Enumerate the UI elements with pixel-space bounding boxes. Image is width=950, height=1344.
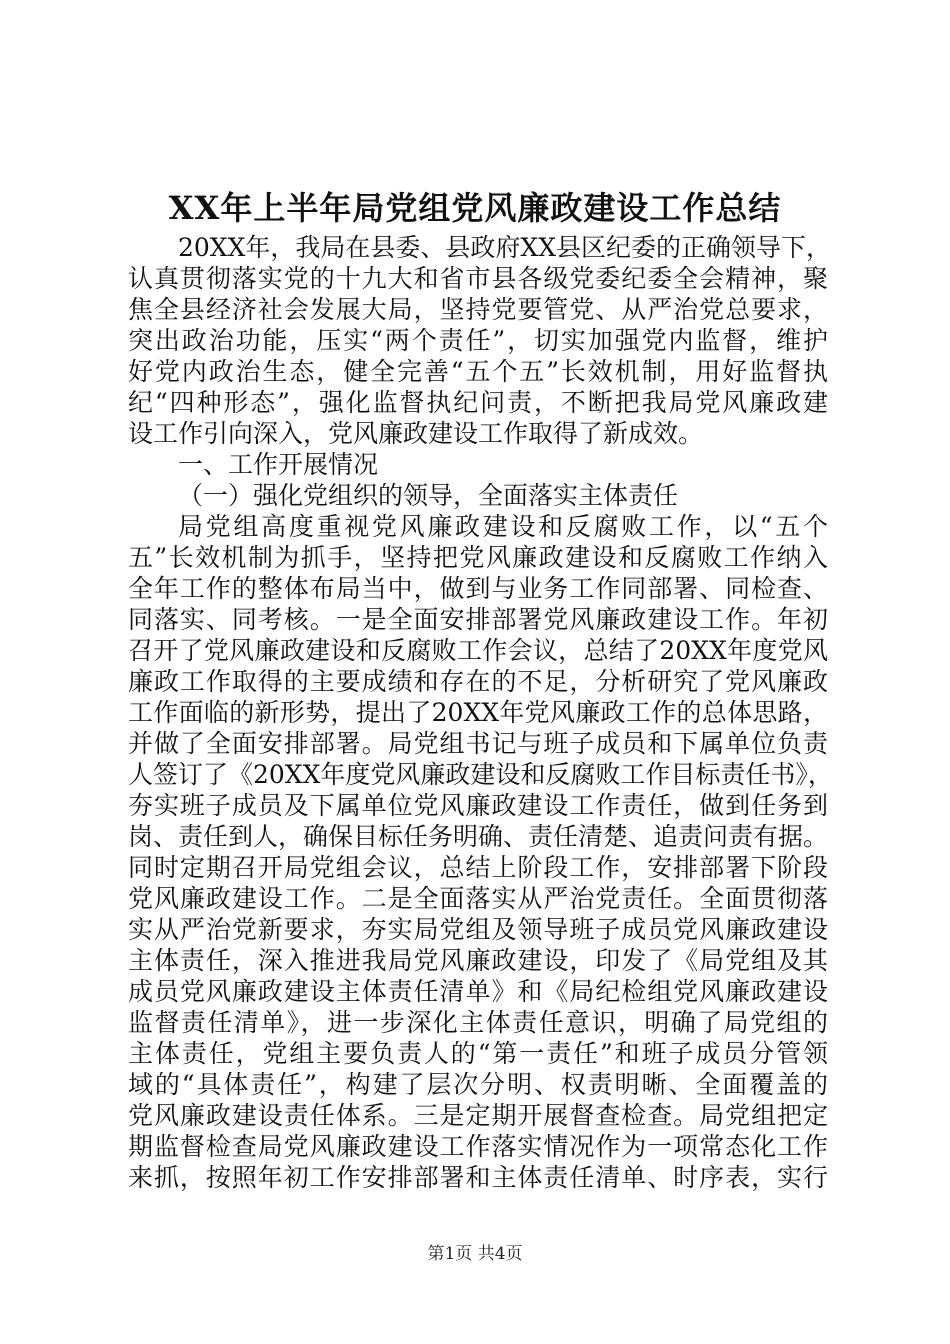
text-line: 同落实、同考核。一是全面安排部署党风廉政建设工作。年初 bbox=[128, 605, 828, 634]
text-line: 成员党风廉政建设主体责任清单》和《局纪检组党风廉政建设 bbox=[128, 977, 828, 1006]
text-line: 召开了党风廉政建设和反腐败工作会议，总结了20XX年度党风 bbox=[128, 636, 828, 665]
paragraph bbox=[128, 511, 833, 1193]
section-heading bbox=[128, 449, 828, 480]
paragraph bbox=[128, 232, 832, 449]
document-title: XX年上半年局党组党风廉政建设工作总结 bbox=[168, 189, 782, 227]
text-line: 一、工作开展情况 bbox=[178, 450, 379, 479]
text-line: 五”长效机制为抓手，坚持把党风廉政建设和反腐败工作纳入 bbox=[128, 543, 828, 572]
text-line: 认真贯彻落实党的十九大和省市县各级党委纪委全会精神，聚 bbox=[128, 264, 828, 293]
text-line: 同时定期召开局党组会议，总结上阶段工作，安排部署下阶段 bbox=[128, 853, 828, 882]
text-line: 党风廉政建设责任体系。三是定期开展督查检查。局党组把定 bbox=[128, 1101, 828, 1130]
text-line: 人签订了《20XX年度党风廉政建设和反腐败工作目标责任书》， bbox=[128, 760, 833, 789]
text-line: 好党内政治生态，健全完善“五个五”长效机制，用好监督执 bbox=[128, 357, 828, 386]
text-line: 局党组高度重视党风廉政建设和反腐败工作，以“五个 bbox=[178, 512, 828, 541]
text-line: 焦全县经济社会发展大局，坚持党要管党、从严治党总要求， bbox=[128, 295, 828, 324]
section-subheading bbox=[128, 480, 828, 511]
text-line: 20XX年，我局在县委、县政府XX县区纪委的正确领导下， bbox=[178, 233, 832, 262]
text-line: 设工作引向深入，党风廉政建设工作取得了新成效。 bbox=[128, 419, 704, 448]
document-body bbox=[128, 232, 833, 1193]
text-line: 岗、责任到人，确保目标任务明确、责任清楚、追责问责有据。 bbox=[128, 822, 829, 851]
text-line: 主体责任，党组主要负责人的“第一责任”和班子成员分管领 bbox=[128, 1039, 828, 1068]
text-line: 工作面临的新形势，提出了20XX年党风廉政工作的总体思路， bbox=[128, 698, 828, 727]
text-line: 期监督检查局党风廉政建设工作落实情况作为一项常态化工作 bbox=[128, 1132, 828, 1161]
text-line: 廉政工作取得的主要成绩和存在的不足，分析研究了党风廉政 bbox=[128, 667, 828, 696]
page-footer: 第1页 共4页 bbox=[427, 1244, 523, 1264]
text-line: 并做了全面安排部署。局党组书记与班子成员和下属单位负责 bbox=[128, 729, 828, 758]
text-line: 夯实班子成员及下属单位党风廉政建设工作责任，做到任务到 bbox=[128, 791, 828, 820]
text-line: 纪“四种形态”，强化监督执纪问责，不断把我局党风廉政建 bbox=[128, 388, 828, 417]
text-line: 主体责任，深入推进我局党风廉政建设，印发了《局党组及其 bbox=[128, 946, 828, 975]
text-line: 全年工作的整体布局当中，做到与业务工作同部署、同检查、 bbox=[128, 574, 828, 603]
text-line: 监督责任清单》，进一步深化主体责任意识，明确了局党组的 bbox=[128, 1008, 828, 1037]
text-line: 党风廉政建设工作。二是全面落实从严治党责任。全面贯彻落 bbox=[128, 884, 828, 913]
text-line: 实从严治党新要求，夯实局党组及领导班子成员党风廉政建设 bbox=[128, 915, 828, 944]
text-line: 来抓，按照年初工作安排部署和主体责任清单、时序表，实行 bbox=[128, 1163, 828, 1192]
text-line: （一）强化党组织的领导，全面落实主体责任 bbox=[178, 481, 679, 510]
text-line: 突出政治功能，压实“两个责任”，切实加强党内监督，维护 bbox=[128, 326, 828, 355]
text-line: 域的“具体责任”，构建了层次分明、权责明晰、全面覆盖的 bbox=[128, 1070, 828, 1099]
